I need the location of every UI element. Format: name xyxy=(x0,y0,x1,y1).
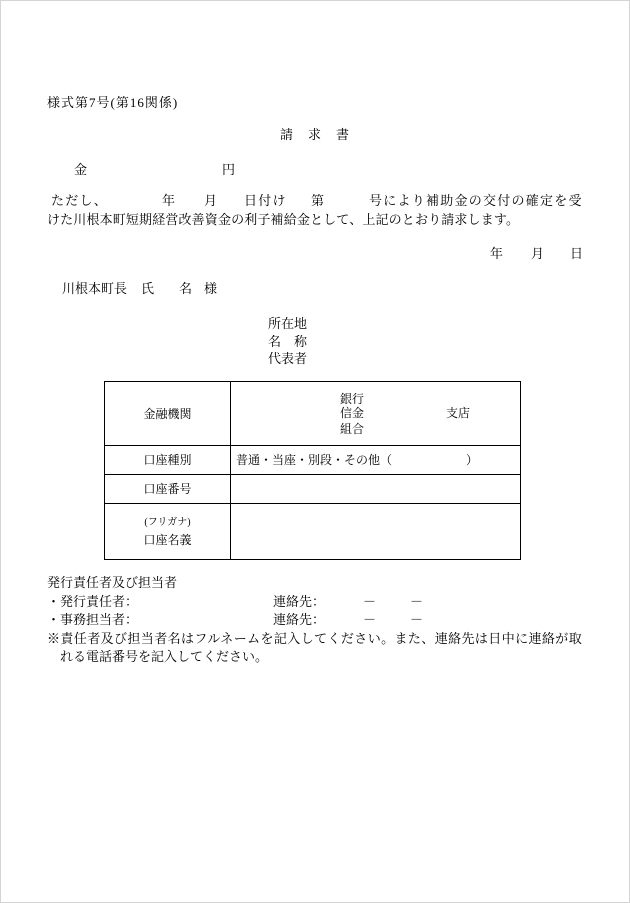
statement-number-prefix: 第 xyxy=(311,193,326,208)
applicant-name-label: 名 称 xyxy=(268,334,308,349)
account-holder-value-cell xyxy=(231,504,520,559)
institution-type-kumiai: 組合 xyxy=(340,422,365,436)
note-line-2: れる電話番号を記入してください。 xyxy=(60,649,269,664)
date-year-label: 年 xyxy=(490,246,504,261)
account-type-close-paren: ） xyxy=(466,453,479,467)
issuer-contact-label: 連絡先： xyxy=(273,594,326,609)
applicant-representative-label: 代表者 xyxy=(268,351,308,366)
addressee-name-label-1: 氏 xyxy=(141,281,155,296)
addressee-name-label-2: 名 xyxy=(179,281,193,296)
addressee-office: 川根本町長 xyxy=(62,281,128,296)
account-holder-label: 口座名義 xyxy=(143,532,192,547)
account-type-label-cell xyxy=(105,446,231,475)
statement-line2: けた川根本町短期経営改善資金の利子補給金として、上記のとおり請求します。 xyxy=(47,212,520,227)
statement-day-label: 日付け xyxy=(244,193,287,208)
account-holder-label-cell xyxy=(105,504,231,559)
amount-suffix: 円 xyxy=(222,162,236,177)
issuer-phone-separator-1: － xyxy=(363,594,377,609)
issuer-phone-separator-2: － xyxy=(410,594,424,609)
date-month-label: 月 xyxy=(531,246,545,261)
statement-year-label: 年 xyxy=(162,193,177,208)
account-number-label-cell xyxy=(105,475,231,504)
applicant-address-label: 所在地 xyxy=(268,316,308,331)
institution-type-shinkin: 信金 xyxy=(340,406,365,420)
institution-label-cell xyxy=(105,382,231,446)
form-number: 様式第7号(第16関係) xyxy=(47,95,179,110)
account-type-label: 口座種別 xyxy=(143,453,192,467)
clerk-phone-separator-2: － xyxy=(410,612,424,627)
statement-lead: ただし、 xyxy=(51,193,109,208)
note-line-1: ※責任者及び担当者名はフルネームを記入してください。また、連絡先は日中に連絡が取 xyxy=(47,631,583,646)
account-number-value-cell xyxy=(231,475,520,504)
institution-type-bank: 銀行 xyxy=(340,392,365,406)
clerk-role-label: ・事務担当者： xyxy=(47,612,139,627)
amount-prefix: 金 xyxy=(74,162,88,177)
bank-account-table xyxy=(104,381,521,560)
institution-label: 金融機関 xyxy=(143,406,192,421)
issuer-role-label: ・発行責任者： xyxy=(47,594,139,609)
document-title: 請 求 書 xyxy=(280,127,351,142)
clerk-phone-separator-1: － xyxy=(363,612,377,627)
institution-branch-label: 支店 xyxy=(446,406,471,420)
statement-month-label: 月 xyxy=(204,193,219,208)
clerk-contact-label: 連絡先： xyxy=(273,612,326,627)
account-type-value-cell xyxy=(231,446,520,475)
contacts-heading: 発行責任者及び担当者 xyxy=(47,575,178,590)
account-holder-furigana-label: (フリガナ) xyxy=(144,516,191,528)
account-type-options: 普通・当座・別段・その他（ xyxy=(236,453,393,467)
statement-line1-text: 号により補助金の交付の確定を受 xyxy=(369,193,583,208)
date-day-label: 日 xyxy=(570,246,584,261)
institution-value-cell xyxy=(231,382,520,446)
addressee-honorific: 様 xyxy=(204,281,218,296)
account-number-label: 口座番号 xyxy=(143,482,192,496)
